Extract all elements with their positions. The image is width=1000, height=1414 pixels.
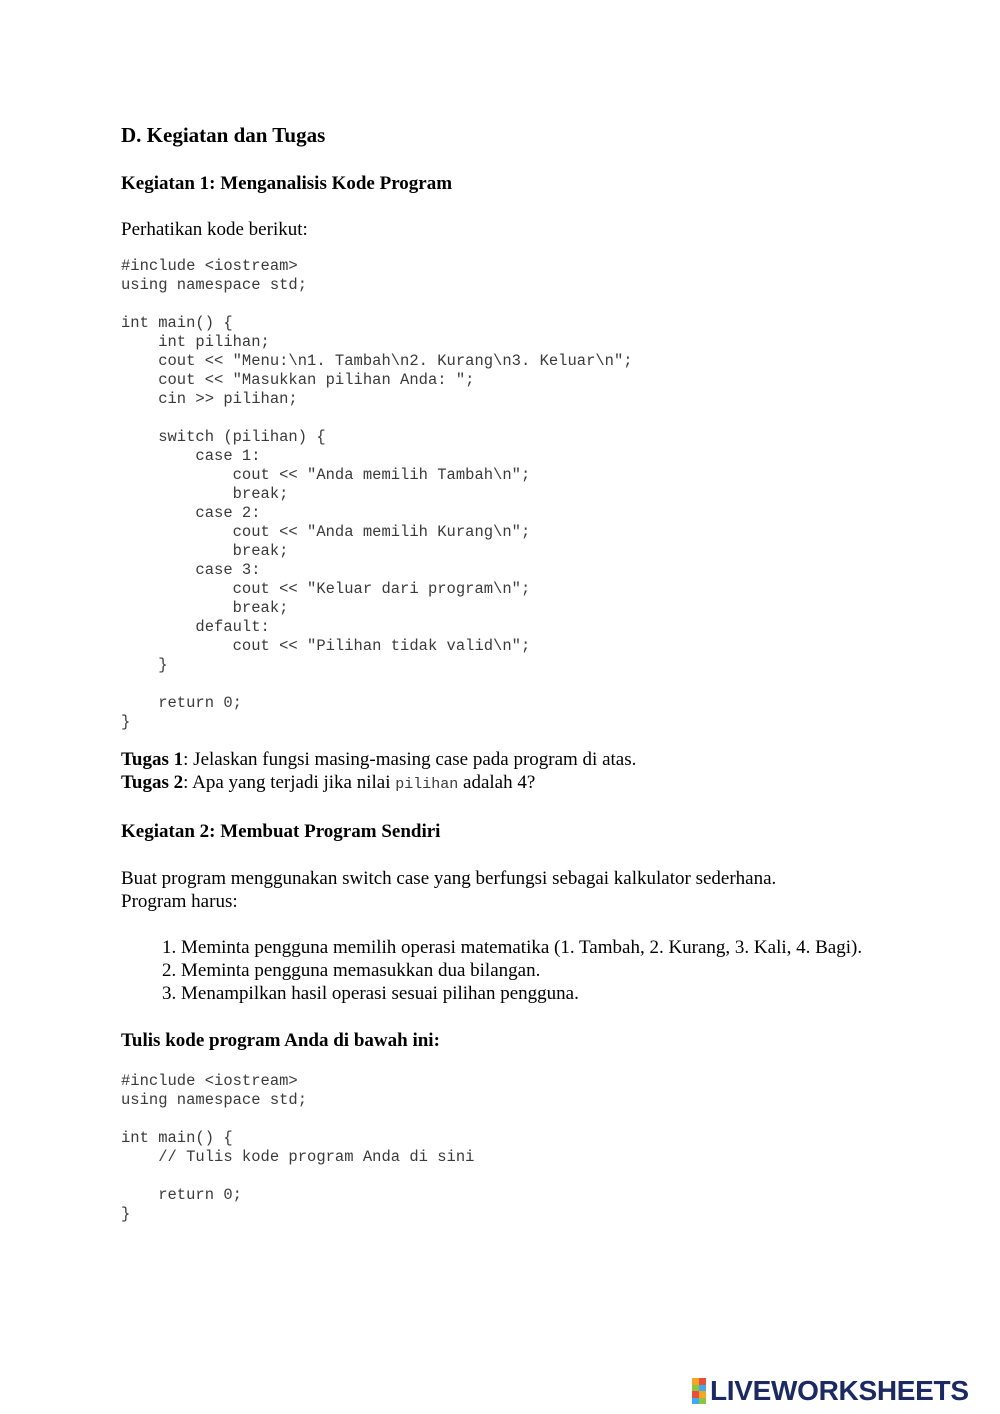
activity2-intro: Buat program menggunakan switch case yang berfungsi sebagai kalkulator sederhana. Program harus: xyxy=(121,868,777,912)
activity2-code-block[interactable]: #include <iostream> using namespace std; int main() { // Tulis kode program Anda di sini return 0; } xyxy=(121,1072,475,1223)
task1-text: : Jelaskan fungsi masing-masing case pada program di atas. xyxy=(183,749,637,770)
activity1-code-block: #include <iostream> using namespace std; int main() { int pilihan; cout << "Menu:\n1. Tambah\n2. Kurang\n3. Keluar\n"; cout << "Masukkan pilihan Anda: "; cin >> pilihan; switch (pilihan) { case 1: cout << "Anda memilih Tambah\n"; break; case 2: cout << "Anda memilih Kurang\n"; break; case 3: cout << "Keluar dari program\n"; break; default: cout << "Pilihan tidak valid\n"; } return 0; } xyxy=(121,257,633,731)
liveworksheets-logo xyxy=(692,1374,969,1408)
task2-label: Tugas 2 xyxy=(121,772,184,793)
list-item: 2. Meminta pengguna memasukkan dua bilangan. xyxy=(181,959,881,982)
task2 xyxy=(121,771,881,796)
requirements-list xyxy=(121,936,881,1005)
list-item: 3. Menampilkan hasil operasi sesuai pilihan pengguna. xyxy=(181,982,881,1005)
logo-mark-icon xyxy=(692,1378,706,1404)
list-item: 1. Meminta pengguna memilih operasi matematika (1. Tambah, 2. Kurang, 3. Kali, 4. Bagi). xyxy=(181,936,881,959)
write-code-heading: Tulis kode program Anda di bawah ini: xyxy=(121,1030,440,1051)
logo-text: LIVEWORKSHEETS xyxy=(710,1375,969,1406)
activity2-title: Kegiatan 2: Membuat Program Sendiri xyxy=(121,821,441,842)
activity1-title: Kegiatan 1: Menganalisis Kode Program xyxy=(121,173,453,194)
task1-label: Tugas 1 xyxy=(121,749,184,770)
worksheet-page xyxy=(121,122,881,1224)
task2-inline-code: pilihan xyxy=(395,776,459,793)
task2-text-before: : Apa yang terjadi jika nilai xyxy=(183,772,396,793)
task1 xyxy=(121,748,881,771)
activity1-intro: Perhatikan kode berikut: xyxy=(121,219,308,240)
task2-text-after: adalah 4? xyxy=(458,772,536,793)
section-title: D. Kegiatan dan Tugas xyxy=(121,123,326,147)
